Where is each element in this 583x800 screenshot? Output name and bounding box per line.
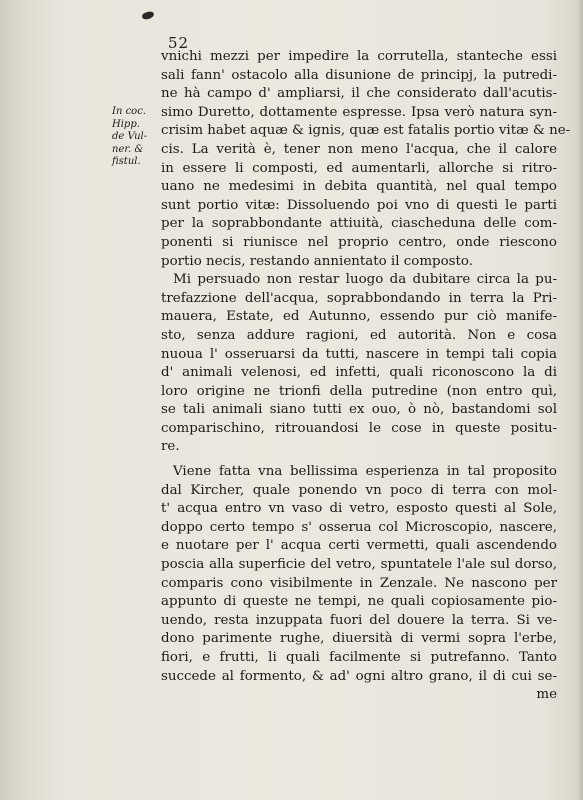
page-edge-shadow <box>577 0 583 800</box>
text-line: crisim habet aquæ & ignis, quæ est fatalis portio vitæ & ne- <box>161 123 571 139</box>
text-line: dal Kircher, quale ponendo vn poco di terra con mol- <box>161 482 557 498</box>
text-line: ponenti si riunisce nel proprio centro, onde riescono <box>161 234 557 250</box>
text-line: doppo certo tempo s' osserua col Microscopio, nascere, <box>161 519 557 535</box>
text-line: mauera, Estate, ed Autunno, essendo pur ciò manife- <box>161 309 557 325</box>
text-line: comparis cono visibilmente in Zenzale. Ne nascono per <box>161 575 557 591</box>
text-line: sto, senza addure ragioni, ed autorità. Non e cosa <box>161 327 557 343</box>
text-line: per la soprabbondante attiuità, ciascheduna delle com- <box>161 216 557 232</box>
text-line: vnichi mezzi per impedire la corrutella, stanteche essi <box>161 49 557 64</box>
text-line: succede al formento, & ad' ogni altro grano, il di cui se- <box>161 668 557 684</box>
text-line: t' acqua entro vn vaso di vetro, esposto questi al Sole, <box>161 501 557 517</box>
margin-note-line: fistul. <box>112 156 141 167</box>
text-line: poscia alla superficie del vetro, spuntatele l'ale sul dorso, <box>161 557 557 573</box>
text-line: loro origine ne trionfi della putredine (non entro quì, <box>161 383 557 399</box>
text-line: comparischino, ritrouandosi le cose in queste positu- <box>161 420 557 436</box>
paragraph <box>161 463 557 686</box>
text-line: cis. La verità è, tener non meno l'acqua, che il calore <box>161 141 557 157</box>
text-line: e nuotare per l' acqua certi vermetti, quali ascendendo <box>161 538 557 554</box>
margin-note-line: Hipp. <box>112 118 140 130</box>
text-line: uendo, resta inzuppata fuori del douere la terra. Si ve- <box>161 612 557 628</box>
text-line: Mi persuado non restar luogo da dubitare circa la pu- <box>173 272 557 288</box>
text-line: fiori, e frutti, li quali facilmente si putrefanno. Tanto <box>161 650 557 665</box>
text-line: nuoua l' osseruarsi da tutti, nascere in tempi tali copia <box>161 346 557 362</box>
text-line: trefazzione dell'acqua, soprabbondando in terra la Pri- <box>161 290 557 306</box>
catchword: me <box>536 687 557 703</box>
paragraph <box>161 48 571 271</box>
body-text <box>161 48 571 705</box>
margin-note <box>112 106 160 169</box>
text-line: appunto di queste ne tempi, ne quali copiosamente pio- <box>161 594 557 610</box>
margin-note-line: de Vul- <box>112 131 148 142</box>
text-line: dono parimente rughe, diuersità di vermi sopra l'erbe, <box>161 631 557 647</box>
ink-blot <box>141 11 154 20</box>
margin-note-line: ner. & <box>112 143 144 155</box>
text-line: portio necis, restando annientato il composto. <box>161 253 473 269</box>
margin-note-line: In coc. <box>112 106 146 117</box>
text-line: d' animali velenosi, ed infetti, quali riconoscono la di <box>161 365 557 381</box>
text-line: simo Duretto, dottamente espresse. Ipsa verò natura syn- <box>161 104 557 120</box>
text-line: se tali animali siano tutti ex ouo, ò nò, bastandomi sol <box>161 402 557 418</box>
text-line: Viene fatta vna bellissima esperienza in tal proposito <box>173 464 557 480</box>
page-number: 52 <box>168 34 190 52</box>
text-line: sunt portio vitæ: Dissoluendo poi vno di questi le parti <box>161 197 557 213</box>
text-line: re. <box>161 439 180 455</box>
text-line: sali fann' ostacolo alla disunione de principj, la putredi- <box>161 67 557 83</box>
text-line: in essere li composti, ed aumentarli, allorche si ritro- <box>161 160 557 176</box>
text-line: uano ne medesimi in debita quantità, nel qual tempo <box>161 179 557 195</box>
text-line: ne hà campo d' ampliarsi, il che considerato dall'acutis- <box>161 86 557 102</box>
paragraph <box>161 271 557 457</box>
